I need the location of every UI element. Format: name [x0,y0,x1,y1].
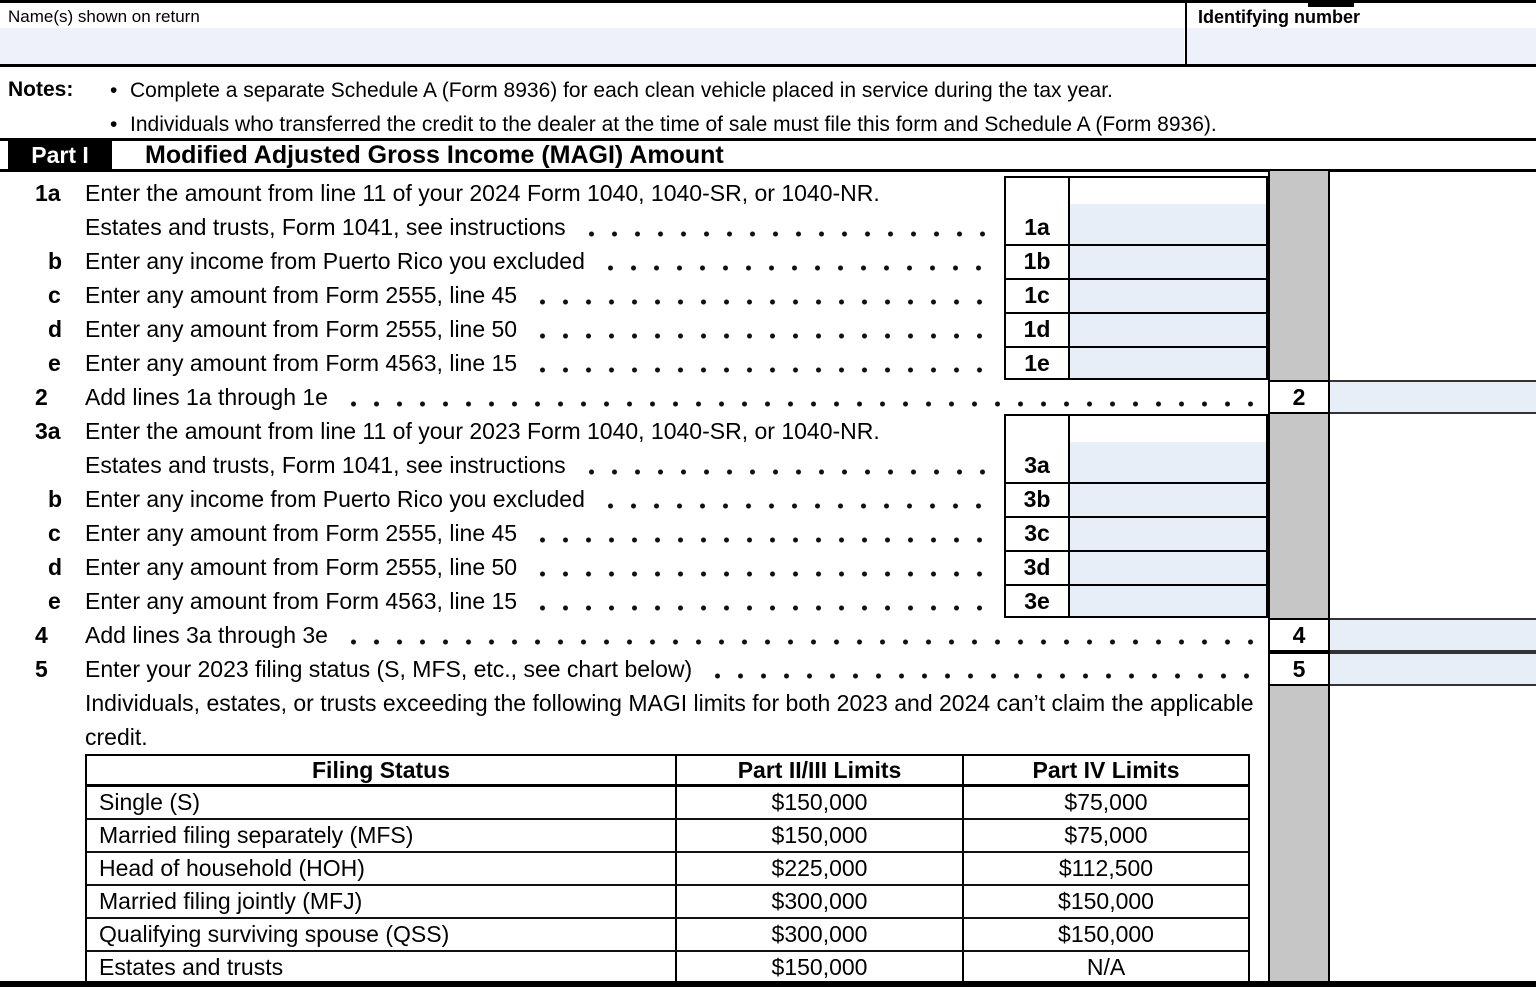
note-bullet-2 [110,110,1217,140]
line-3d-number: d [48,553,63,580]
dotted-leader [531,550,996,584]
line-1b-row [25,244,1002,278]
line-3b-text: Enter any income from Puerto Rico you excluded [85,485,585,512]
line-1c-row [25,278,1002,312]
table-row [87,787,1248,820]
part4-limit-cell: $75,000 [1064,822,1148,848]
name-label: Name(s) shown on return [8,7,200,26]
lines-1a-1e-entry-box [1004,176,1268,380]
identifying-number-label: Identifying number [1198,7,1360,27]
top-border-notch [1308,0,1354,7]
filing-status-cell: Qualifying surviving spouse (QSS) [87,919,677,950]
line-4-text: Add lines 3a through 3e [85,621,328,648]
note-bullet-1 [110,76,1113,106]
line-3a-row-2 [25,448,1002,482]
table-header-row [87,756,1248,787]
line-1e-row [25,346,1002,380]
line-3b-input[interactable] [1070,484,1266,516]
identifying-number-input[interactable] [1187,28,1536,64]
line-3e-text: Enter any amount from Form 4563, line 15 [85,587,518,614]
line-3a-text-1: Enter the amount from line 11 of your 2023 Form 1040, 1040-SR, or 1040-NR. [85,417,880,444]
col-header-part4-limits: Part IV Limits [1032,756,1180,783]
line-1d-row [25,312,1002,346]
col-header-part23-limits: Part II/III Limits [677,756,964,784]
col-header-filing-status: Filing Status [87,756,677,784]
dotted-leader [706,652,1256,686]
line-5-input[interactable] [1330,652,1536,686]
line-1a-input[interactable] [1070,204,1266,244]
note-text-1: Complete a separate Schedule A (Form 8936) for each clean vehicle placed in service during the tax year. [130,79,1113,102]
line-4-box-label: 4 [1268,618,1330,652]
top-border [0,0,1536,3]
line-1a-text-2: Estates and trusts, Form 1041, see instructions [85,213,566,240]
line-1d-box-label: 1d [1023,316,1051,342]
part23-limit-cell: $150,000 [677,820,964,851]
bottom-border [0,981,1536,987]
part23-limit-cell: $225,000 [677,853,964,884]
line-1b-text: Enter any income from Puerto Rico you excluded [85,247,585,274]
part4-limit-cell: $150,000 [1058,921,1154,947]
line-5-number: 5 [35,655,48,682]
dotted-leader [580,448,996,482]
line-3d-text: Enter any amount from Form 2555, line 50 [85,553,518,580]
filing-status-cell: Estates and trusts [87,952,677,983]
line-3a-number: 3a [35,417,61,444]
line-3b-box-label: 3b [1023,486,1051,512]
line-3c-text: Enter any amount from Form 2555, line 45 [85,519,518,546]
line-3a-input[interactable] [1070,442,1266,482]
line-1a-number: 1a [35,179,61,206]
shaded-column [1268,171,1330,982]
part1-header-band [0,138,1536,172]
line-3e-box-label: 3e [1024,588,1050,614]
line-3e-row [25,584,1002,618]
part4-limit-cell: $112,500 [1058,855,1154,881]
dotted-leader [599,482,996,516]
line-1c-number: c [48,281,61,308]
dotted-leader [599,244,996,278]
line-1c-text: Enter any amount from Form 2555, line 45 [85,281,518,308]
bullet-icon: • [110,79,118,102]
line-5-row [25,652,1262,686]
dotted-leader [531,278,996,312]
line-4-input[interactable] [1330,618,1536,652]
filing-status-cell: Head of household (HOH) [87,853,677,884]
part23-limit-cell: $150,000 [677,952,964,983]
dotted-leader [531,516,996,550]
name-input[interactable] [0,28,1184,64]
magi-limits-note: Individuals, estates, or trusts exceeding the following MAGI limits for both 2023 and 2024 can’t claim the applicable credit. [85,690,1254,750]
line-2-number: 2 [35,383,48,410]
line-3c-number: c [48,519,61,546]
line-5-box-label: 5 [1268,652,1330,686]
line-3a-box-label: 3a [1024,452,1050,478]
notes-label: Notes: [8,78,74,101]
line-1a-row-1 [25,176,1002,210]
line-4-row [25,618,1262,652]
line-1a-text-1: Enter the amount from line 11 of your 2024 Form 1040, 1040-SR, or 1040-NR. [85,179,880,206]
table-row [87,820,1248,853]
part23-limit-cell: $300,000 [677,919,964,950]
line-3e-input[interactable] [1070,586,1266,616]
header-bottom-rule [0,64,1536,67]
header-divider [1185,3,1187,64]
line-1c-input[interactable] [1070,280,1266,312]
table-row [87,853,1248,886]
dotted-leader [580,210,996,244]
part23-limit-cell: $150,000 [677,787,964,818]
line-1e-text: Enter any amount from Form 4563, line 15 [85,349,518,376]
dotted-leader [342,618,1256,652]
line-1e-input[interactable] [1070,348,1266,378]
line-4-number: 4 [35,621,48,648]
part4-limit-cell: $150,000 [1058,888,1154,914]
line-1c-box-label: 1c [1024,282,1050,308]
table-row [87,919,1248,952]
line-3d-input[interactable] [1070,552,1266,584]
dotted-leader [531,346,996,380]
part23-limit-cell: $300,000 [677,886,964,917]
line-2-text: Add lines 1a through 1e [85,383,328,410]
line-1d-input[interactable] [1070,314,1266,346]
line-3c-input[interactable] [1070,518,1266,550]
line-2-row [25,380,1262,414]
line-3d-row [25,550,1002,584]
line-1b-number: b [48,247,63,274]
dotted-leader [342,380,1256,414]
line-1a-box-label: 1a [1024,214,1050,240]
bullet-icon: • [110,113,118,136]
filing-status-cell: Married filing separately (MFS) [87,820,677,851]
filing-status-cell: Married filing jointly (MFJ) [87,886,677,917]
line-1e-number: e [48,349,61,376]
line-3c-box-label: 3c [1024,520,1050,546]
line-3a-row-1 [25,414,1002,448]
line-3a-text-2: Estates and trusts, Form 1041, see instructions [85,451,566,478]
part4-limit-cell: N/A [1086,954,1126,980]
part1-title: Modified Adjusted Gross Income (MAGI) Amount [145,140,724,169]
line-1b-input[interactable] [1070,246,1266,278]
filing-status-cell: Single (S) [87,787,677,818]
line-5-text: Enter your 2023 filing status (S, MFS, etc., see chart below) [85,655,693,682]
dotted-leader [531,584,996,618]
line-3b-row [25,482,1002,516]
line-3e-number: e [48,587,61,614]
part4-limit-cell: $75,000 [1064,789,1148,815]
line-1b-box-label: 1b [1023,248,1051,274]
line-1a-row-2 [25,210,1002,244]
line-2-box-label: 2 [1268,380,1330,414]
line-1d-text: Enter any amount from Form 2555, line 50 [85,315,518,342]
note-text-2: Individuals who transferred the credit to the dealer at the time of sale must file this form and Schedule A (Form 8936). [130,113,1217,136]
line-1e-box-label: 1e [1024,350,1050,376]
line-3b-number: b [48,485,63,512]
lines-3a-3e-entry-box [1004,414,1268,618]
part1-chip: Part I [8,141,112,169]
filing-status-limits-table [85,754,1250,985]
dotted-leader [531,312,996,346]
line-2-input[interactable] [1330,380,1536,414]
line-3c-row [25,516,1002,550]
line-3d-box-label: 3d [1023,554,1051,580]
line-1d-number: d [48,315,63,342]
table-row [87,886,1248,919]
